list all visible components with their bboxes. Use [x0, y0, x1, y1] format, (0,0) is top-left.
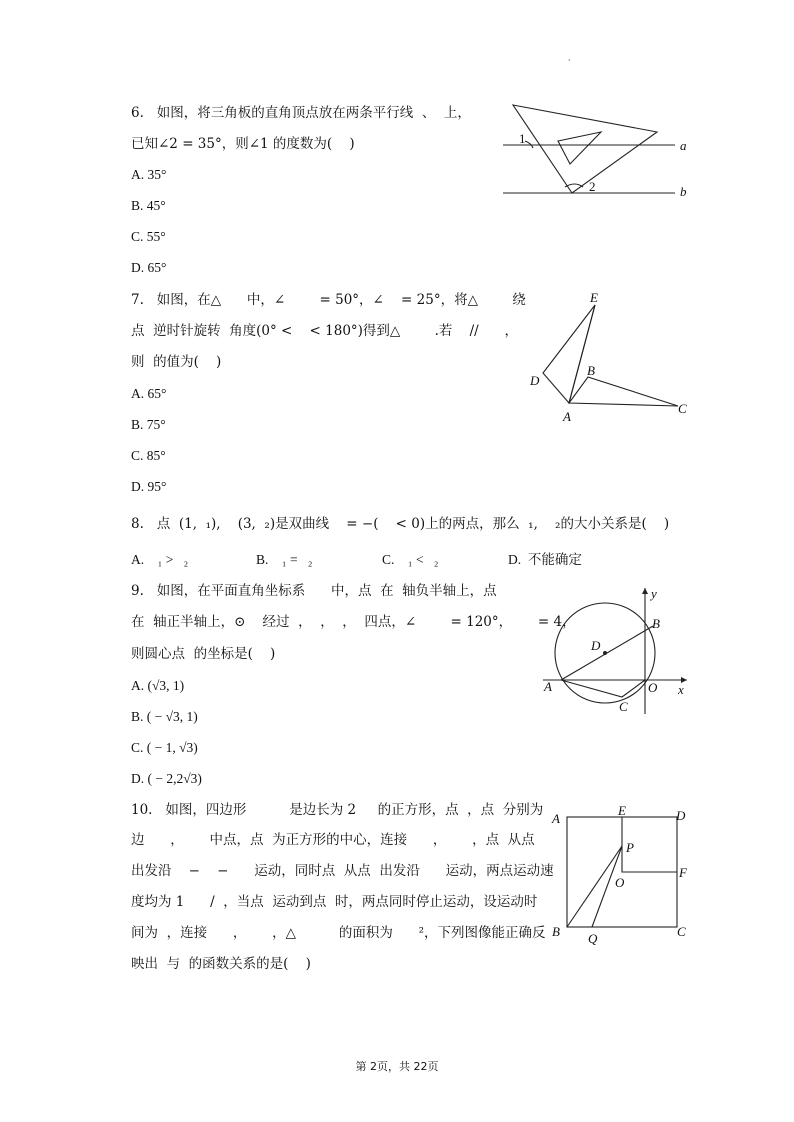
q9-option-d: D. ( − 2,2√3): [131, 771, 202, 786]
label-b: b: [680, 184, 687, 199]
label-c: C: [678, 401, 687, 416]
q6-option-d: D. 65°: [131, 260, 167, 275]
q10-line-3: 出发沿 − − 运动，同时点 从点 出发沿 运动，两点运动速: [131, 863, 554, 879]
label-y: y: [651, 586, 657, 601]
label-c: C: [677, 924, 686, 939]
label-b: B: [552, 924, 560, 939]
q8-option-a: A. ₁ > ₂: [131, 552, 189, 567]
label-o: O: [615, 875, 625, 890]
label-a: A: [552, 811, 560, 826]
page-footer: 第 2页，共 22页: [355, 1060, 439, 1073]
triangle-ade: [543, 305, 595, 403]
label-o: O: [648, 680, 658, 695]
q9-line-3: 则圆心点 的坐标是( ): [131, 646, 276, 662]
q7-option-b: B. 75°: [131, 417, 166, 432]
q6-option-b: B. 45°: [131, 198, 166, 213]
q7-figure: [520, 285, 700, 430]
q9-line-1: 9. 如图，在平面直角坐标系 中，点 在 轴负半轴上，点: [131, 583, 497, 599]
q6-option-a: A. 35°: [131, 167, 167, 182]
label-p: P: [626, 840, 634, 855]
q8-option-d: D. 不能确定: [508, 552, 582, 567]
q7-option-a: A. 65°: [131, 386, 167, 401]
q10-line-2: 边 ， 中点，点 为正方形的中心，连接 ， ，点 从点: [131, 832, 535, 848]
label-angle-1: 1: [519, 131, 526, 146]
label-e: E: [618, 803, 626, 818]
label-d: D: [591, 638, 601, 653]
q10-line-4: 度均为 1 / ，当点 运动到点 时，两点同时停止运动，设运动时: [131, 894, 538, 910]
q10-line-5: 间为 ，连接 ， ，△ 的面积为 ²，下列图像能正确反: [131, 925, 546, 941]
q10-line-1: 10. 如图，四边形 是边长为 2 的正方形，点 ，点 分别为: [131, 802, 544, 818]
q7-option-c: C. 85°: [131, 448, 166, 463]
label-d: D: [530, 373, 540, 388]
q6-line-2: 已知∠2 = 35°，则∠1 的度数为( ): [131, 136, 355, 152]
label-f: F: [679, 865, 687, 880]
q6-figure: [495, 95, 705, 207]
q9-line-2: 在 轴正半轴上，⊙ 经过 ， ， ， 四点，∠ = 120°， = 4，: [131, 614, 576, 630]
q8-option-b: B. ₁ = ₂: [256, 552, 313, 567]
q10-line-6: 映出 与 的函数关系的是( ): [131, 956, 311, 972]
q9-option-b: B. ( − √3, 1): [131, 709, 198, 724]
q9-option-c: C. ( − 1, √3): [131, 740, 198, 755]
q8-line-1: 8. 点 (1, ₁), (3, ₂)是双曲线 = −( < 0)上的两点，那么 ₁, ₂的大小关系是( ): [131, 516, 670, 532]
label-a: A: [544, 679, 552, 694]
label-e: E: [590, 290, 598, 305]
corner-mark: ·: [568, 56, 571, 65]
q9-option-a: A. (√3, 1): [131, 678, 185, 693]
label-angle-2: 2: [589, 179, 596, 194]
q9-figure: [535, 580, 695, 720]
label-a: A: [563, 409, 571, 424]
q10-figure: [548, 803, 698, 948]
triangle-abc: [569, 377, 678, 406]
label-x: x: [678, 682, 684, 697]
q8-option-c: C. ₁ < ₂: [382, 552, 439, 567]
q7-line-1: 7. 如图，在△ 中，∠ = 50°，∠ = 25°，将△ 绕: [131, 292, 526, 308]
label-d: D: [676, 808, 686, 823]
q6-line-1: 6. 如图，将三角板的直角顶点放在两条平行线 、 上，: [131, 105, 471, 121]
q7-option-d: D. 95°: [131, 479, 167, 494]
label-b: B: [652, 616, 660, 631]
q7-line-3: 则 的值为( ): [131, 354, 222, 370]
triangle-inner: [558, 132, 601, 164]
q6-option-c: C. 55°: [131, 229, 166, 244]
label-c: C: [619, 699, 628, 714]
label-b: B: [587, 363, 595, 378]
q7-line-2: 点 逆时针旋转 角度(0° < < 180°)得到△ .若 // ，: [131, 323, 518, 339]
label-q: Q: [588, 931, 598, 946]
label-a: a: [680, 138, 687, 153]
